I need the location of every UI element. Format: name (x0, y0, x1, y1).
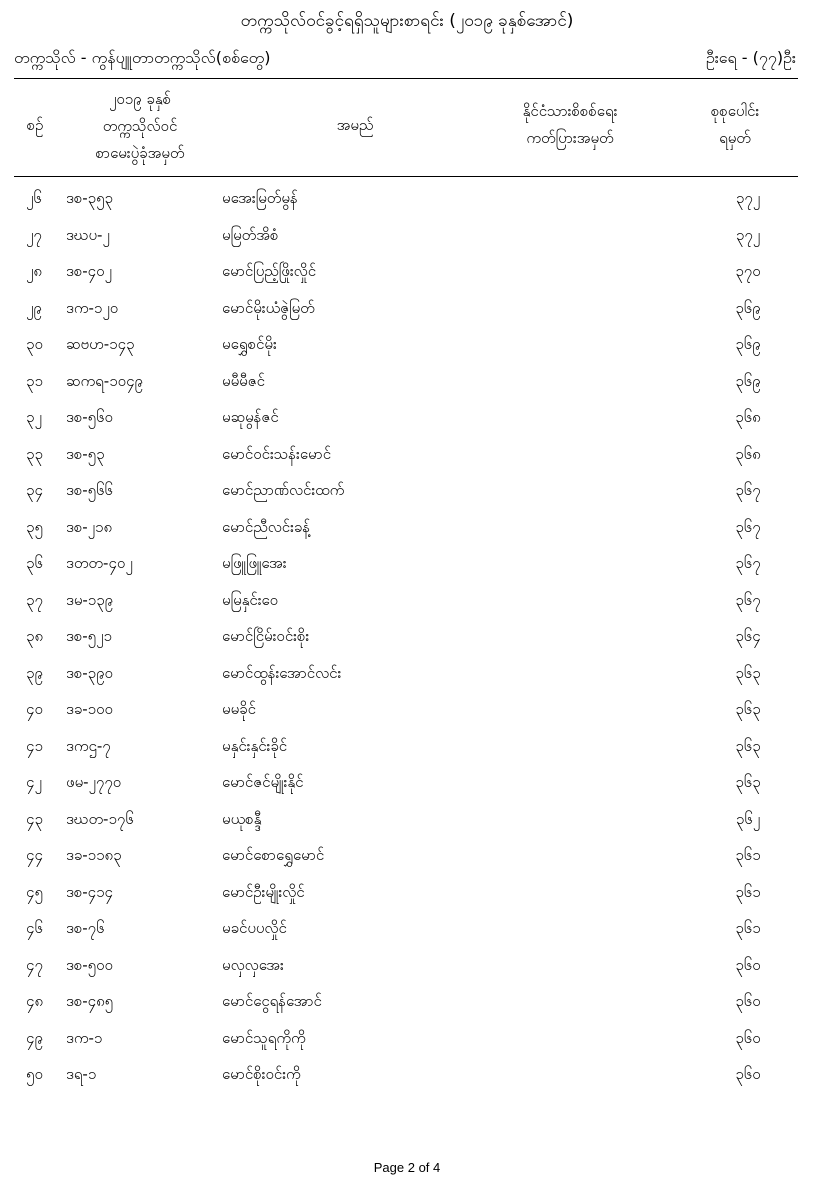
cell-no: ၂၈ (26, 262, 42, 280)
cell-name: မောင်ငွေရန်အောင် (222, 992, 322, 1010)
cell-name: မခင်ပပလှိုင် (222, 919, 287, 937)
header-marks-line-2: ရမှတ် (719, 129, 751, 147)
cell-no: ၄၃ (26, 809, 43, 828)
cell-roll-number: ဒစ-၃၅၃ (66, 189, 113, 207)
cell-roll-number: ဒစ-၅၂၁ (66, 627, 112, 645)
cell-no: ၂၆ (26, 189, 42, 207)
cell-roll-number: ဆဗဟ-၁၄၃ (66, 335, 135, 353)
table-row (0, 874, 814, 911)
table-body (0, 180, 814, 1093)
table-row (0, 801, 814, 838)
header-total-marks (680, 98, 790, 152)
cell-no: ၄၉ (26, 1028, 43, 1047)
cell-roll-number: ဒတတ-၄၀၂ (66, 554, 133, 572)
cell-total-marks: ၃၆၇ (735, 517, 761, 536)
table-row (0, 618, 814, 655)
cell-no: ၃၅ (26, 517, 43, 536)
table-row (0, 509, 814, 546)
table-row (0, 363, 814, 400)
cell-total-marks: ၃၆၂ (735, 809, 761, 828)
header-roll-line-2: တက္ကသိုလ်ဝင် (102, 117, 178, 135)
table-top-rule (14, 78, 798, 79)
cell-name: မဖြူဖြူအေး (222, 554, 287, 572)
student-count: ဦးရေ - (၇၇)ဦး (705, 48, 796, 67)
cell-roll-number: ဒက-၁၂၀ (66, 298, 119, 317)
page-number: Page 2 of 4 (373, 1160, 441, 1175)
cell-no: ၃၄ (26, 481, 43, 499)
cell-name: မရွှေစင်မိုး (222, 335, 277, 353)
cell-no: ၃၈ (26, 627, 44, 645)
table-row (0, 180, 814, 217)
cell-no: ၃၉ (26, 663, 43, 682)
cell-roll-number: ဒစ-၃၉၀ (66, 663, 113, 682)
cell-name: မောင်ညာဏ်လင်းထက် (222, 481, 345, 499)
cell-name: မောင်ပြည့်ဖြိုးလှိုင် (222, 262, 317, 280)
cell-total-marks: ၃၆၈ (735, 444, 761, 463)
table-row (0, 1020, 814, 1057)
cell-name: မောင်ဇင်မျိုးနိုင် (222, 773, 304, 791)
cell-name: မောင်မိုးယံဇွဲမြတ် (222, 298, 315, 317)
cell-name: မမြတ်အိစံ (222, 225, 279, 244)
cell-no: ၄၀ (26, 700, 43, 718)
cell-total-marks: ၃၆၉ (735, 335, 761, 353)
cell-total-marks: ၃၆၀ (735, 1028, 761, 1047)
cell-no: ၄၁ (26, 736, 43, 755)
cell-roll-number: ဒခ-၁၁၈၃ (66, 846, 122, 864)
cell-total-marks: ၃၆၃ (735, 663, 761, 682)
cell-roll-number: ဒစ-၅၀၀ (66, 955, 113, 974)
cell-roll-number: ဒစ-၇၆ (66, 919, 105, 937)
cell-name: မောင်ငြိမ်းဝင်းစိုး (222, 627, 310, 645)
table-row (0, 947, 814, 984)
cell-name: မယုစန္ဒီ (222, 809, 262, 828)
table-row (0, 691, 814, 728)
header-roll-line-3: စာမေးပွဲခုံအမှတ် (95, 144, 185, 162)
cell-total-marks: ၃၆၈ (735, 408, 761, 426)
cell-no: ၄၈ (26, 992, 44, 1010)
cell-no: ၄၅ (26, 882, 43, 901)
cell-total-marks: ၃၆၉ (735, 298, 761, 317)
cell-roll-number: ဒစ-၅၃ (66, 444, 105, 463)
cell-roll-number: ဒစ-၅၆၀ (66, 408, 113, 426)
cell-total-marks: ၃၆၁ (735, 919, 761, 937)
cell-roll-number: ဒမ-၁၃၉ (66, 590, 114, 609)
cell-name: မနှင်းနှင်းခိုင် (222, 736, 288, 755)
cell-no: ၄၇ (26, 955, 43, 974)
cell-roll-number: ဒခ-၁၀၀ (66, 700, 113, 718)
cell-no: ၃၃ (26, 444, 43, 463)
cell-roll-number: ဖမ-၂၇၇၀ (66, 773, 122, 791)
cell-total-marks: ၃၆၃ (735, 736, 761, 755)
cell-name: မောင်ထွန်းအောင်လင်း (222, 663, 342, 682)
cell-name: မောင်ဝင်းသန်းမောင် (222, 444, 332, 463)
cell-roll-number: ဒစ-၅၆၆ (66, 481, 113, 499)
cell-roll-number: ဒစ-၂၁၈ (66, 517, 113, 536)
header-name: အမည် (336, 116, 374, 134)
cell-total-marks: ၃၆၇ (735, 481, 761, 499)
cell-no: ၄၄ (26, 846, 43, 864)
cell-no: ၃၇ (26, 590, 43, 609)
header-no: စဉ် (26, 116, 44, 134)
cell-name: မောင်သူရကိုကို (222, 1028, 306, 1047)
cell-total-marks: ၃၆၇ (735, 590, 761, 609)
cell-no: ၂၉ (26, 298, 42, 317)
cell-total-marks: ၃၆၃ (735, 773, 761, 791)
header-nrc (470, 98, 670, 152)
cell-no: ၃၀ (26, 335, 43, 353)
table-row (0, 290, 814, 327)
cell-name: မောင်စိုးဝင်းကို (222, 1065, 301, 1083)
table-row (0, 655, 814, 692)
cell-name: မလှလှအေး (222, 955, 284, 974)
cell-roll-number: ဒစ-၄၁၄ (66, 882, 113, 901)
cell-roll-number: ဆကရ-၁၀၄၉ (66, 371, 143, 390)
cell-total-marks: ၃၆၉ (735, 371, 761, 390)
cell-roll-number: ဒက-၁ (66, 1028, 103, 1047)
table-row (0, 545, 814, 582)
table-row (0, 472, 814, 509)
cell-roll-number: ဒဃတ-၁၇၆ (66, 809, 134, 828)
table-row (0, 399, 814, 436)
table-row (0, 728, 814, 765)
table-header-rule (14, 176, 798, 177)
table-row (0, 910, 814, 947)
cell-total-marks: ၃၆၇ (735, 554, 761, 572)
cell-name: မမီမီဇင် (222, 371, 265, 390)
cell-no: ၃၆ (26, 554, 43, 572)
cell-roll-number: ဒရ-၁ (66, 1065, 97, 1083)
cell-name: မောင်ဦးမျိုးလှိုင် (222, 882, 305, 901)
table-row (0, 764, 814, 801)
cell-total-marks: ၃၆၄ (735, 627, 761, 645)
table-row (0, 582, 814, 619)
cell-roll-number: ဒစ-၄၈၅ (66, 992, 114, 1010)
university-name: တက္ကသိုလ် - ကွန်ပျူတာတက္ကသိုလ်(စစ်တွေ) (14, 48, 271, 67)
cell-name: မဆုမွန်ဇင် (222, 408, 279, 426)
cell-name: မမြနှင်းဝေ (222, 590, 279, 609)
table-row (0, 436, 814, 473)
cell-no: ၂၇ (26, 225, 42, 244)
cell-name: မအေးမြတ်မွန် (222, 189, 298, 207)
cell-roll-number: ဒစ-၄၀၂ (66, 262, 112, 280)
cell-no: ၃၁ (26, 371, 43, 390)
cell-name: မောင်ညီလင်းခန့် (222, 517, 311, 536)
cell-total-marks: ၃၇၂ (735, 189, 761, 207)
table-row (0, 217, 814, 254)
header-marks-line-1: စုစုပေါင်း (710, 102, 760, 120)
cell-total-marks: ၃၆၁ (735, 846, 761, 864)
document-title: တက္ကသိုလ်ဝင်ခွင့်ရရှိသူများစာရင်း (၂၀၁၉ ခုနှစ်အောင်) (240, 11, 574, 31)
header-roll-line-1: ၂၀၁၉ ခုနှစ် (108, 90, 172, 108)
table-row (0, 253, 814, 290)
table-row (0, 1056, 814, 1093)
cell-no: ၃၂ (26, 408, 42, 426)
cell-name: မောင်စောရွှေမောင် (222, 846, 325, 864)
cell-no: ၅၀ (26, 1065, 43, 1083)
cell-total-marks: ၃၆၃ (735, 700, 761, 718)
cell-total-marks: ၃၆၁ (735, 882, 761, 901)
cell-no: ၄၆ (26, 919, 43, 937)
cell-no: ၄၂ (26, 773, 42, 791)
cell-total-marks: ၃၆၀ (735, 992, 761, 1010)
cell-total-marks: ၃၆၀ (735, 1065, 761, 1083)
cell-name: မမခိုင် (222, 700, 256, 718)
table-row (0, 983, 814, 1020)
table-row (0, 326, 814, 363)
cell-roll-number: ဒဃပ-၂ (66, 225, 110, 244)
cell-total-marks: ၃၆၀ (735, 955, 761, 974)
header-nrc-line-2: ကတ်ပြားအမှတ် (526, 129, 614, 147)
header-roll-number (60, 86, 220, 167)
header-nrc-line-1: နိုင်ငံသားစိစစ်ရေး (522, 102, 618, 120)
cell-total-marks: ၃၇၀ (735, 262, 761, 280)
cell-total-marks: ၃၇၂ (735, 225, 761, 244)
table-row (0, 837, 814, 874)
cell-roll-number: ဒကဌ-၇ (66, 736, 111, 755)
